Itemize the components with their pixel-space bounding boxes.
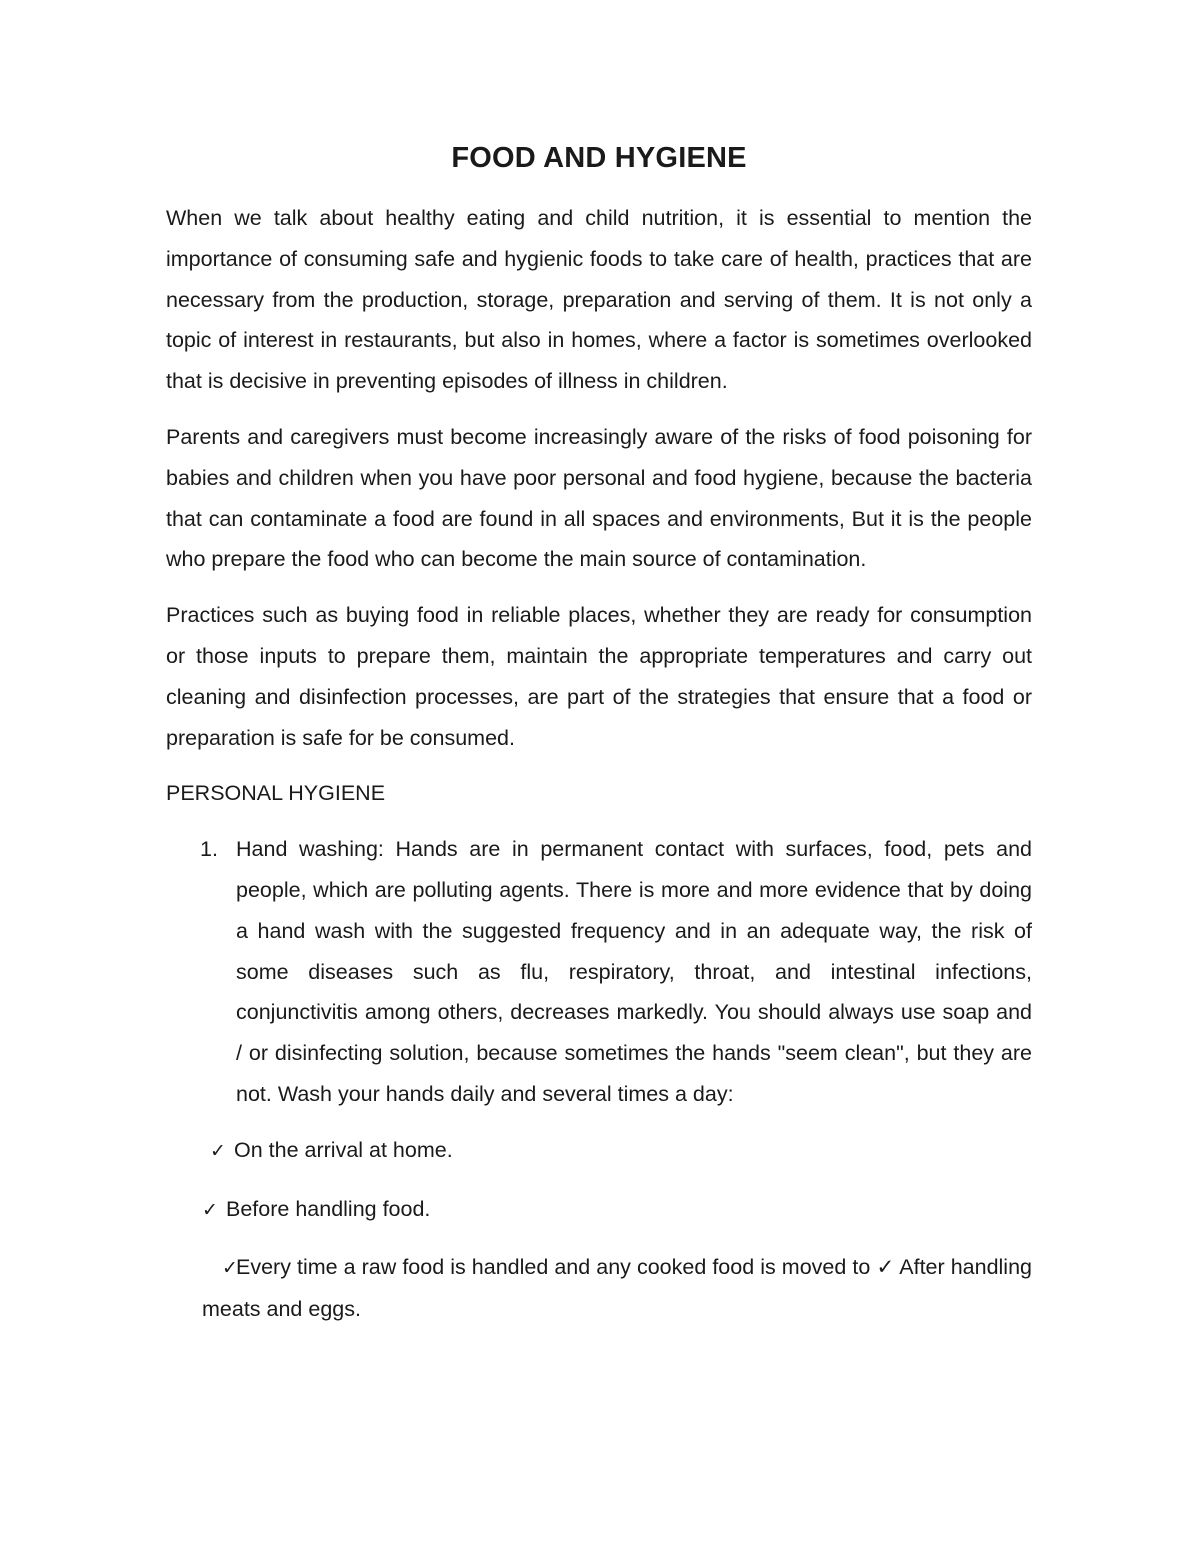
check-list-item (166, 1130, 1032, 1172)
practices-paragraph: Practices such as buying food in reliable places, whether they are ready for consumption or those inputs to prepare them, maintain the appropriate temperatures and carry out cleaning and disinfection processes, are part of the strategies that ensure that a food or preparation is safe for be consumed. (166, 603, 1032, 750)
numbered-list-item (166, 829, 1032, 1115)
document-page (166, 136, 1032, 1347)
section-heading-personal-hygiene: PERSONAL HYGIENE (166, 781, 386, 806)
hand-washing-text: Hand washing: Hands are in permanent contact with surfaces, food, pets and people, which are polluting agents. There is more and more evidence that by doing a hand wash with the suggested frequency and in an adequate way, the risk of some diseases such as flu, respiratory, throat, and intestinal infections, conjunctivitis among others, decreases markedly. You should always use soap and / or disinfecting solution, because sometimes the hands "seem clean", but they are not. Wash your hands daily and several times a day: (236, 837, 1032, 1106)
document-title: FOOD AND HYGIENE (451, 142, 747, 174)
check-icon: ✓ (202, 1198, 218, 1221)
intro-paragraph: When we talk about healthy eating and child nutrition, it is essential to mention the importance of consuming safe and hygienic foods to take care of health, practices that are necessary from the production, storage, preparation and serving of them. It is not only a topic of interest in restaurants, but also in homes, where a factor is sometimes overlooked that is decisive in preventing episodes of illness in children. (166, 206, 1032, 394)
check-item-text: Before handling food. (226, 1196, 431, 1221)
check-icon: ✓ (222, 1257, 238, 1280)
check-list-item (166, 1247, 1032, 1330)
check-item-text: On the arrival at home. (234, 1137, 453, 1162)
check-icon: ✓ (210, 1139, 226, 1162)
check-list-item (166, 1189, 1032, 1231)
awareness-paragraph: Parents and caregivers must become increasingly aware of the risks of food poisoning for babies and children when you have poor personal and food hygiene, because the bacteria that can contaminate a food are found in all spaces and environments, But it is the people who prepare the food who can become the main source of contamination. (166, 424, 1032, 572)
list-number: 1. (200, 837, 218, 862)
check-item-text: Every time a raw food is handled and any cooked food is moved to ✓ After handling meats and eggs. (202, 1255, 1032, 1322)
